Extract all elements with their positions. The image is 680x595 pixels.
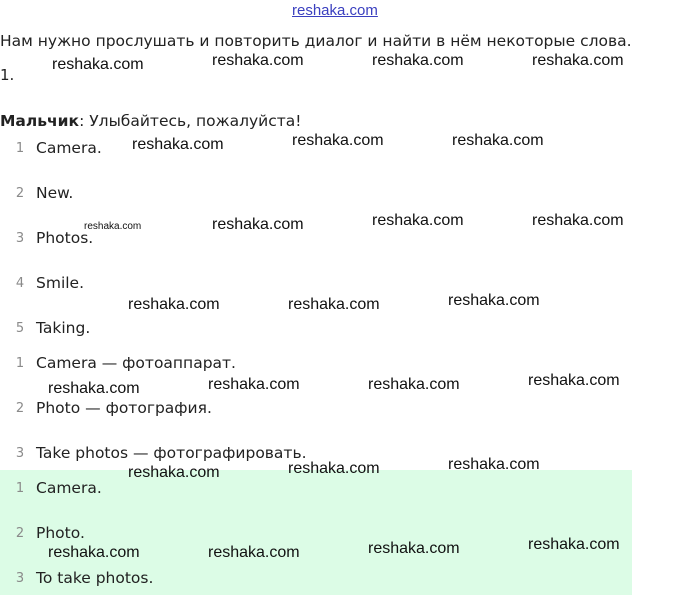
task-number: 1.	[0, 66, 15, 84]
item-number: 2	[15, 186, 25, 201]
watermark: reshaka.com	[48, 380, 140, 397]
item-text: Smile.	[36, 274, 85, 292]
item-number: 2	[15, 401, 25, 416]
item-number: 1	[15, 481, 25, 496]
item-number: 3	[15, 231, 25, 246]
watermark: reshaka.com	[372, 52, 464, 69]
item-text: Photos.	[36, 229, 94, 247]
item-number: 3	[15, 571, 25, 586]
watermark: reshaka.com	[368, 376, 460, 393]
item-text: Take photos — фотографировать.	[36, 444, 307, 462]
item-text: Photo.	[36, 524, 85, 542]
item-text: Taking.	[36, 319, 91, 337]
site-header-link[interactable]: reshaka.com	[292, 2, 378, 19]
dialog-line	[0, 112, 302, 130]
item-text: Camera.	[36, 479, 102, 497]
item-number: 5	[15, 321, 25, 336]
item-text: To take photos.	[36, 569, 154, 587]
watermark: reshaka.com	[528, 372, 620, 389]
watermark: reshaka.com	[128, 464, 220, 481]
item-number: 3	[15, 446, 25, 461]
watermark: reshaka.com	[372, 212, 464, 229]
item-number: 2	[15, 526, 25, 541]
watermark: reshaka.com	[84, 221, 142, 232]
watermark: reshaka.com	[448, 292, 540, 309]
speaker-label: Мальчик	[0, 112, 80, 130]
watermark: reshaka.com	[212, 216, 304, 233]
item-text: New.	[36, 184, 74, 202]
watermark: reshaka.com	[528, 536, 620, 553]
watermark: reshaka.com	[532, 52, 624, 69]
watermark: reshaka.com	[288, 296, 380, 313]
watermark: reshaka.com	[128, 296, 220, 313]
item-number: 4	[15, 276, 25, 291]
item-text: Photo — фотография.	[36, 399, 212, 417]
watermark: reshaka.com	[532, 212, 624, 229]
watermark: reshaka.com	[48, 544, 140, 561]
watermark: reshaka.com	[212, 52, 304, 69]
watermark: reshaka.com	[208, 544, 300, 561]
watermark: reshaka.com	[292, 132, 384, 149]
intro-text: Нам нужно прослушать и повторить диалог и найти в нём некоторые слова.	[0, 32, 632, 50]
watermark: reshaka.com	[208, 376, 300, 393]
watermark: reshaka.com	[368, 540, 460, 557]
watermark: reshaka.com	[448, 456, 540, 473]
watermark: reshaka.com	[52, 56, 144, 73]
watermark: reshaka.com	[288, 460, 380, 477]
item-number: 1	[15, 141, 25, 156]
speaker-line: : Улыбайтесь, пожалуйста!	[79, 112, 302, 130]
watermark: reshaka.com	[452, 132, 544, 149]
item-text: Camera — фотоаппарат.	[36, 354, 236, 372]
item-text: Camera.	[36, 139, 102, 157]
watermark: reshaka.com	[132, 136, 224, 153]
item-number: 1	[15, 356, 25, 371]
